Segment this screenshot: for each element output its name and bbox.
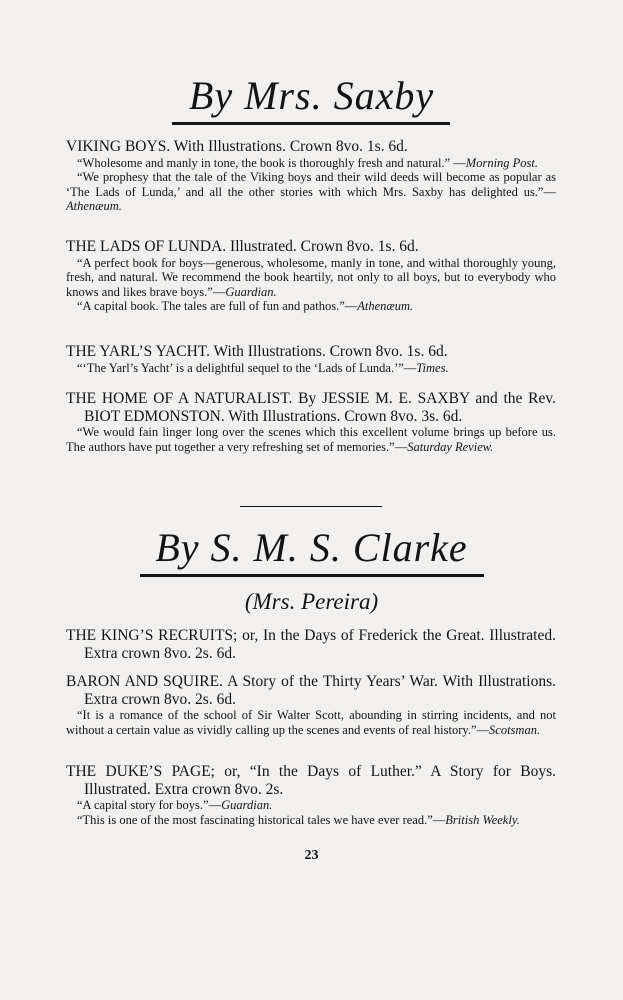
entry-viking-boys bbox=[66, 138, 556, 214]
entry-title: THE LADS OF LUNDA. Illustrated. Crown 8vo. 1s. 6d. bbox=[66, 238, 419, 255]
review-quote: “This is one of the most fascinating historical tales we have ever read.”—British Weekly. bbox=[77, 812, 520, 827]
review-source: Guardian. bbox=[221, 798, 273, 812]
review-source: Times. bbox=[416, 360, 449, 375]
review-source: Guardian. bbox=[225, 284, 277, 299]
review-source: Saturday Review. bbox=[407, 439, 494, 454]
review-quote: “‘The Yarl’s Yacht’ is a delightful sequel to the ‘Lads of Lunda.’”—Times. bbox=[77, 360, 449, 375]
section-heading-clarke: By S. M. S. Clarke bbox=[155, 525, 468, 570]
entry-title: VIKING BOYS. With Illustrations. Crown 8vo. 1s. 6d. bbox=[66, 138, 408, 155]
section-divider bbox=[240, 506, 382, 507]
review-quote: “A capital book. The tales are full of fun and pathos.”—Athenæum. bbox=[77, 299, 414, 313]
heading-underline bbox=[140, 574, 484, 577]
review-source: Morning Post. bbox=[465, 155, 539, 170]
entry-home-of-a-naturalist bbox=[66, 390, 556, 454]
review-quote: “A perfect book for boys—generous, wholesome, manly in tone, and withal thoroughly young, fresh, and natural. We recommend the book heartily, not only to all boys, but to everybody who knows and likes brave boys.”—Guardian. bbox=[66, 255, 556, 299]
entry-kings-recruits bbox=[66, 627, 556, 662]
review-quote: “It is a romance of the school of Sir Walter Scott, abounding in stirring incidents, and not without a certain value as vividly calling up the scenes and events of real history.”—Scotsman. bbox=[66, 708, 556, 737]
page-number: 23 bbox=[304, 848, 319, 863]
entry-yarls-yacht bbox=[66, 343, 556, 375]
review-source: British Weekly. bbox=[445, 812, 520, 827]
section-heading-saxby: By Mrs. Saxby bbox=[188, 73, 435, 118]
review-quote: “We prophesy that the tale of the Viking boys and their wild deeds will become as popular as ‘The Lads of Lunda,’ and all the other stories with which Mrs. Saxby has delighted us.”—Athenæum. bbox=[66, 170, 556, 213]
review-quote: “Wholesome and manly in tone, the book is thoroughly fresh and natural.” —Morning Post. bbox=[77, 155, 539, 170]
review-source: Athenæum. bbox=[66, 199, 122, 213]
review-quote: “A capital story for boys.”—Guardian. bbox=[77, 798, 273, 812]
entry-lads-of-lunda bbox=[66, 238, 556, 314]
entry-title: THE HOME OF A NATURALIST. By JESSIE M. E. SAXBY and the Rev. BIOT EDMONSTON. With Illustrations. Crown 8vo. 3s. 6d. bbox=[66, 390, 556, 425]
section-subheading: (Mrs. Pereira) bbox=[244, 589, 379, 614]
review-source: Athenæum. bbox=[357, 299, 414, 313]
entry-title: THE KING’S RECRUITS; or, In the Days of Frederick the Great. Illustrated. Extra crown 8vo. 2s. 6d. bbox=[66, 627, 556, 662]
entry-dukes-page bbox=[66, 763, 556, 827]
review-source: Scotsman. bbox=[489, 722, 541, 737]
entry-title: THE YARL’S YACHT. With Illustrations. Crown 8vo. 1s. 6d. bbox=[66, 343, 448, 360]
heading-underline bbox=[172, 122, 450, 125]
review-quote: “We would fain linger long over the scenes which this excellent volume brings up before us. The authors have put together a very refreshing set of memories.”—Saturday Review. bbox=[66, 425, 556, 454]
entry-title: THE DUKE’S PAGE; or, “In the Days of Luther.” A Story for Boys. Illustrated. Extra crown 8vo. 2s. bbox=[66, 763, 556, 798]
entry-baron-and-squire bbox=[66, 673, 556, 737]
entry-title: BARON AND SQUIRE. A Story of the Thirty Years’ War. With Illustrations. Extra crown 8vo. 2s. 6d. bbox=[66, 673, 556, 708]
